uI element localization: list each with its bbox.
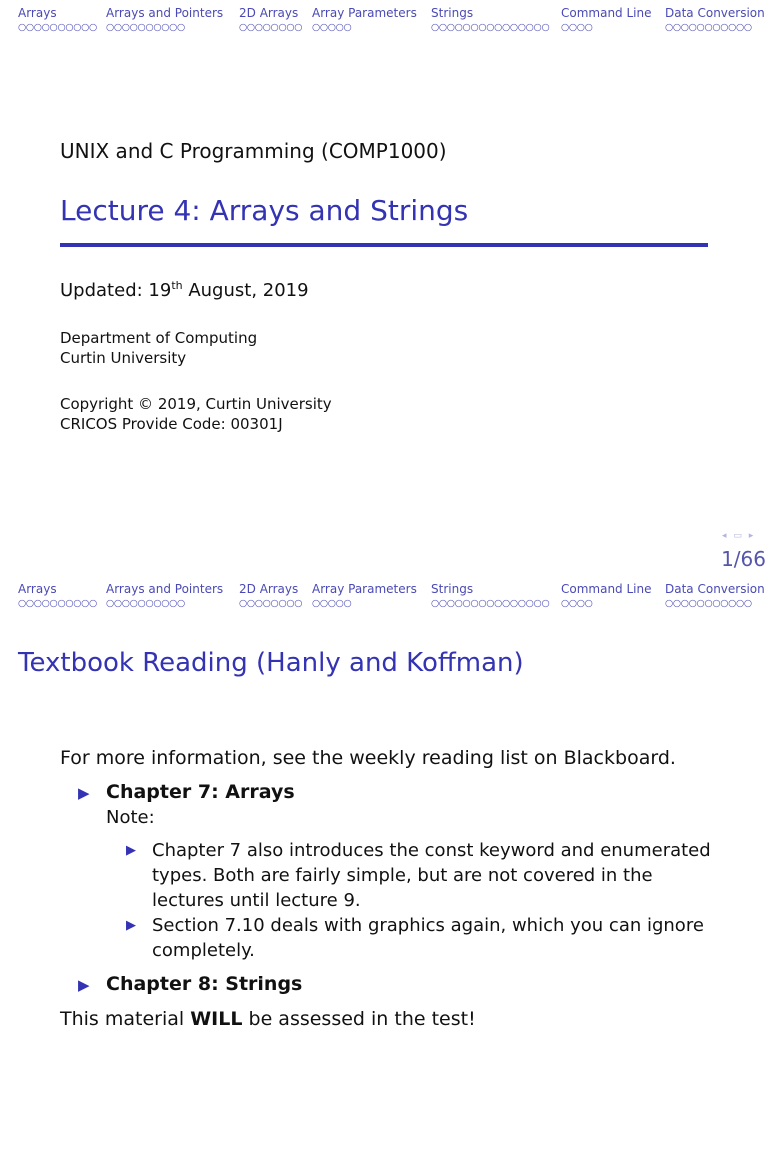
reading-intro: For more information, see the weekly reading list on Blackboard.: [60, 747, 676, 769]
nav-section-command-line[interactable]: [561, 582, 652, 610]
page-number: 1/66: [721, 547, 766, 571]
ordinal-suffix: th: [171, 279, 183, 292]
sub-item-const-enum: [152, 838, 711, 913]
nav-section-data-conversion[interactable]: [665, 6, 765, 34]
triangle-bullet-icon: ▶: [78, 976, 90, 994]
triangle-bullet-icon: ▶: [126, 843, 136, 858]
department-name: Department of Computing: [60, 329, 258, 347]
lecture-title: Lecture 4: Arrays and Strings: [60, 194, 469, 227]
nav-section-label: Arrays and Pointers: [106, 582, 224, 596]
triangle-bullet-icon: ▶: [78, 784, 90, 802]
nav-section-arrays-and-pointers[interactable]: [106, 582, 223, 610]
sub-item-graphics: [152, 913, 704, 963]
nav-section-label: Array Parameters: [312, 582, 417, 596]
nav-section-strings[interactable]: [431, 6, 549, 34]
institution-block: [60, 328, 257, 368]
nav-section-label: Data Conversion: [665, 582, 765, 596]
copyright-line: Copyright © 2019, Curtin University: [60, 395, 332, 413]
updated-suffix: August, 2019: [182, 280, 309, 301]
nav-section-label: Array Parameters: [312, 6, 417, 20]
nav-section-label: Strings: [431, 6, 474, 20]
chapter-7-item: Chapter 7: Arrays: [106, 781, 295, 803]
triangle-bullet-icon: ▶: [126, 918, 136, 933]
nav-section-2d-arrays[interactable]: [239, 582, 302, 610]
nav-section-progress-dots[interactable]: ○○○○○○○○: [239, 22, 303, 33]
nav-section-label: 2D Arrays: [239, 582, 299, 596]
assessment-prefix: This material: [60, 1008, 191, 1030]
nav-section-progress-dots[interactable]: ○○○○: [561, 598, 593, 609]
assessment-note: [60, 1008, 476, 1030]
course-title: UNIX and C Programming (COMP1000): [60, 139, 447, 163]
nav-section-progress-dots[interactable]: ○○○○○○○○○○○: [665, 598, 752, 609]
nav-section-progress-dots[interactable]: ○○○○○○○○○○○○○○○: [431, 22, 550, 33]
nav-section-command-line[interactable]: [561, 6, 652, 34]
nav-section-label: Data Conversion: [665, 6, 765, 20]
nav-section-progress-dots[interactable]: ○○○○○○○○○○○: [665, 22, 752, 33]
nav-section-label: 2D Arrays: [239, 6, 299, 20]
nav-section-progress-dots[interactable]: ○○○○○○○○○○○○○○○: [431, 598, 550, 609]
textbook-reading-slide: [0, 576, 768, 1152]
assessment-emphasis: WILL: [190, 1008, 243, 1030]
nav-section-arrays-and-pointers[interactable]: [106, 6, 223, 34]
section-navigation-bar: [0, 582, 768, 612]
note-label: Note:: [106, 807, 155, 828]
nav-section-progress-dots[interactable]: ○○○○○○○○○○: [18, 22, 97, 33]
section-navigation-bar: [0, 6, 768, 36]
sub-item-line: Section 7.10 deals with graphics again, which you can ignore: [152, 915, 704, 936]
university-name: Curtin University: [60, 349, 187, 367]
nav-section-progress-dots[interactable]: ○○○○○: [312, 22, 352, 33]
sub-item-line: types. Both are fairly simple, but are not covered in the: [152, 865, 653, 886]
assessment-suffix: be assessed in the test!: [242, 1008, 476, 1030]
nav-section-label: Arrays and Pointers: [106, 6, 224, 20]
beamer-navigation-symbols[interactable]: ◂ ▭ ▸: [722, 531, 756, 541]
cricos-code: CRICOS Provide Code: 00301J: [60, 415, 283, 433]
nav-section-label: Command Line: [561, 582, 652, 596]
title-underline-rule: [60, 243, 708, 247]
frame-title: Textbook Reading (Hanly and Koffman): [18, 648, 524, 678]
chapter-8-item: Chapter 8: Strings: [106, 973, 303, 995]
nav-section-array-parameters[interactable]: [312, 6, 417, 34]
nav-section-label: Command Line: [561, 6, 652, 20]
nav-section-array-parameters[interactable]: [312, 582, 417, 610]
nav-section-label: Arrays: [18, 6, 57, 20]
nav-section-arrays[interactable]: [18, 582, 97, 610]
nav-section-2d-arrays[interactable]: [239, 6, 302, 34]
nav-section-progress-dots[interactable]: ○○○○○○○○○○: [106, 598, 185, 609]
nav-section-progress-dots[interactable]: ○○○○: [561, 22, 593, 33]
nav-section-progress-dots[interactable]: ○○○○○○○○○○: [18, 598, 97, 609]
nav-section-label: Strings: [431, 582, 474, 596]
nav-section-label: Arrays: [18, 582, 57, 596]
sub-item-line: lectures until lecture 9.: [152, 890, 361, 911]
nav-section-progress-dots[interactable]: ○○○○○○○○: [239, 598, 303, 609]
sub-item-line: completely.: [152, 940, 255, 961]
nav-section-arrays[interactable]: [18, 6, 97, 34]
nav-section-strings[interactable]: [431, 582, 549, 610]
updated-prefix: Updated: 19: [60, 280, 172, 301]
copyright-block: [60, 394, 332, 434]
nav-section-progress-dots[interactable]: ○○○○○: [312, 598, 352, 609]
sub-item-line: Chapter 7 also introduces the const keyword and enumerated: [152, 840, 711, 861]
nav-section-data-conversion[interactable]: [665, 582, 765, 610]
nav-section-progress-dots[interactable]: ○○○○○○○○○○: [106, 22, 185, 33]
updated-date: [60, 279, 309, 301]
